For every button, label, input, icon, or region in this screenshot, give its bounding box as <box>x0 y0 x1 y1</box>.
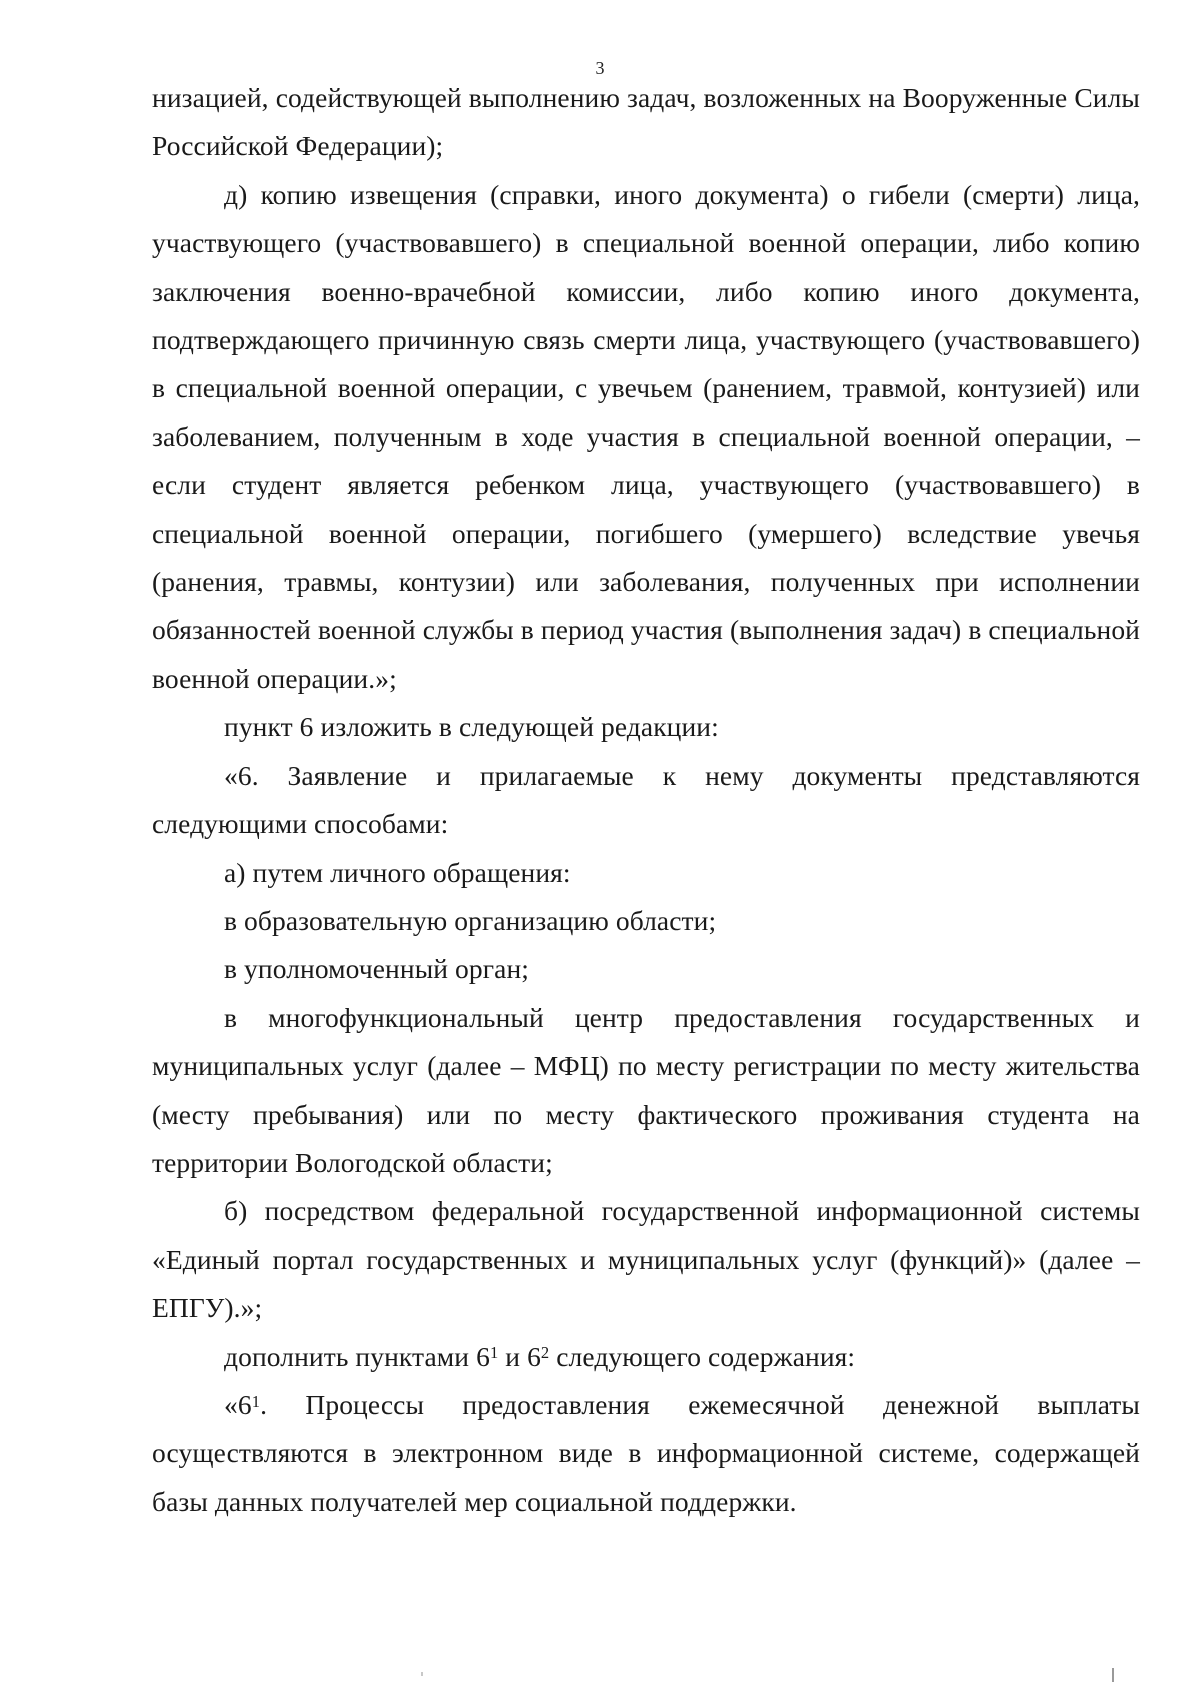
paragraph-point-6: «6. Заявление и прилагаемые к нему документы представляются следующими способами: <box>152 759 1140 840</box>
supplement-text-1: дополнить пунктами 6 <box>224 1340 490 1372</box>
paragraph-supplement <box>152 1333 1140 1381</box>
supplement-text-2: и 6 <box>498 1340 541 1372</box>
point-6-1-text: . Процессы предоставления ежемесячной денежной выплаты осуществляются в электронном виде в информационной системе, содержащей базы данных получателей мер социальной поддержки. <box>152 1388 1140 1517</box>
superscript-point-6-1: 1 <box>251 1391 261 1411</box>
paragraph-item-b: б) посредством федеральной государственной информационной системы «Единый портал государственных и муниципальных услуг (функций)» (далее – ЕПГУ).»; <box>152 1195 1140 1324</box>
paragraph-point-6-1 <box>152 1381 1140 1526</box>
point-6-1-prefix: «6 <box>224 1388 252 1420</box>
document-body <box>152 74 1140 1526</box>
paragraph-continuation: низацией, содействующей выполнению задач, возложенных на Вооруженные Силы Российской Федерации); <box>152 82 1140 162</box>
paragraph-mfc: в многофункциональный центр предоставления государственных и муниципальных услуг (далее – МФЦ) по месту регистрации по месту жительства (месту пребывания) или по месту фактического проживания студента на территории Вологодской области; <box>152 1001 1140 1178</box>
scan-artifact-dot <box>421 1672 423 1676</box>
paragraph-point-6-intro: пункт 6 изложить в следующей редакции: <box>224 711 719 743</box>
supplement-text-3: следующего содержания: <box>549 1340 856 1372</box>
paragraph-item-d: д) копию извещения (справки, иного документа) о гибели (смерти) лица, участвующего (участвовавшего) в специальной военной операции, либо копию заключения военно-врачебной комиссии, либо копию иного документа, подтверждающего причинную связь смерти лица, участвующего (участвовавшего) в специальной военной операции, с увечьем (ранением, травмой, контузией) или заболеванием, полученным в ходе участия в специальной военной операции, – если студент является ребенком лица, участвующего (участвовавшего) в специальной военной операции, погибшего (умершего) вследствие увечья (ранения, травмы, контузии) или заболевания, полученных при исполнении обязанностей военной службы в период участия (выполнения задач) в специальной военной операции.»; <box>152 178 1140 694</box>
page-number: 3 <box>595 58 605 78</box>
superscript-2: 2 <box>540 1343 550 1363</box>
paragraph-item-a: а) путем личного обращения: <box>224 856 571 888</box>
paragraph-authorized-body: в уполномоченный орган; <box>224 953 530 985</box>
paragraph-education-org: в образовательную организацию области; <box>224 904 717 936</box>
superscript-1: 1 <box>489 1343 499 1363</box>
scan-artifact-mark <box>1112 1668 1114 1682</box>
